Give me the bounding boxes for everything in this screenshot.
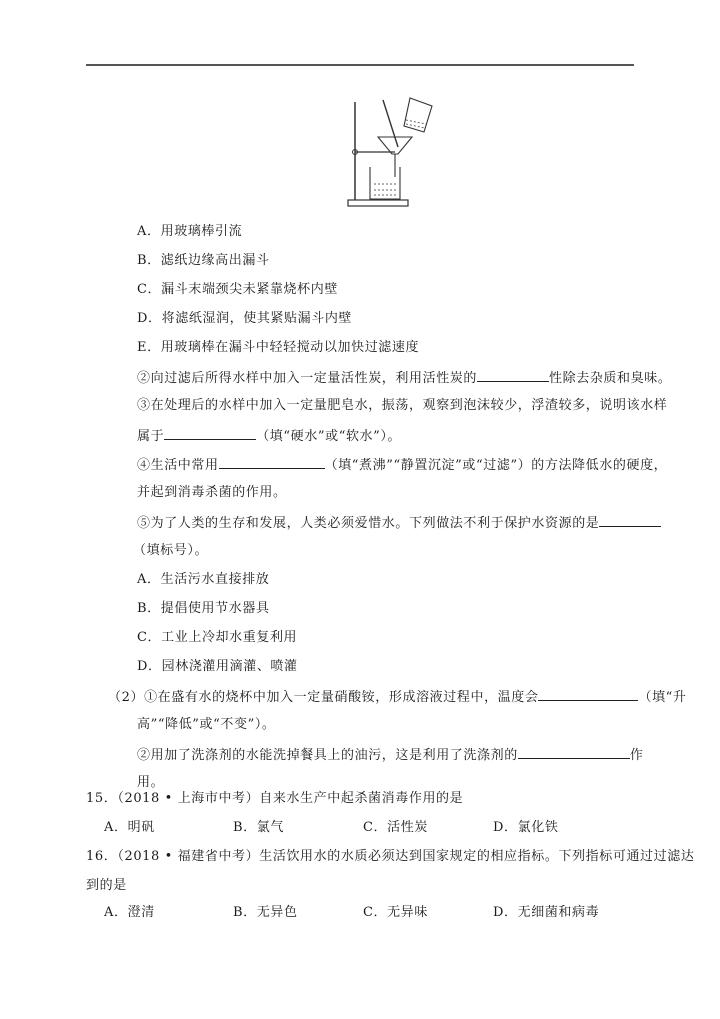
q16-option-b: B．无异色 — [233, 905, 298, 920]
question-15-stem: 15．（2018 • 上海市中考）自来水生产中起杀菌消毒作用的是 — [86, 791, 464, 806]
item-text: （填“煮沸”“静置沉淀”或“过滤”）的方法降低水的硬度， — [324, 458, 668, 473]
option-e: E．用玻璃棒在漏斗中轻轻搅动以加快过滤速度 — [137, 340, 420, 355]
question-part-2-item-1-cont: 高”“降低”或“不变”）。 — [137, 717, 276, 732]
item-text: ④生活中常用 — [137, 458, 219, 473]
question-part-2-item-2 — [137, 746, 643, 764]
question-item-3-cont — [137, 427, 401, 445]
option-d: D．将滤纸湿润，使其紧贴漏斗内壁 — [137, 311, 353, 326]
question-part-2-item-1 — [108, 688, 687, 706]
q16-option-a: A．澄清 — [104, 905, 155, 920]
item-text: ⑤为了人类的生存和发展，人类必须爱惜水。下列做法不利于保护水资源的是 — [137, 516, 600, 531]
option-d: D．园林浇灌用滴灌、喷灌 — [137, 659, 298, 674]
answer-blank[interactable] — [164, 427, 256, 440]
answer-blank[interactable] — [538, 688, 638, 701]
item-text: ②向过滤后所得水样中加入一定量活性炭，利用活性炭的 — [137, 371, 478, 386]
item-text: ②用加了洗涤剂的水能洗掉餐具上的油污，这是利用了洗涤剂的 — [137, 748, 518, 763]
q15-option-d: D．氯化铁 — [493, 820, 559, 835]
option-b: B．提倡使用节水器具 — [137, 601, 270, 616]
question-item-5-cont: （填标号）。 — [133, 543, 209, 558]
question-item-4 — [137, 456, 667, 474]
q15-option-b: B．氯气 — [233, 820, 284, 835]
question-16-stem-cont: 到的是 — [86, 878, 127, 893]
q16-option-d: D．无细菌和病毒 — [493, 905, 600, 920]
answer-blank[interactable] — [477, 369, 549, 382]
filtration-apparatus-icon — [340, 92, 440, 212]
item-text: （填“硬水”或“软水”）。 — [256, 429, 402, 444]
item-text: 性除去杂质和臭味。 — [549, 371, 672, 386]
question-item-3: ③在处理后的水样中加入一定量肥皂水，振荡，观察到泡沫较少，浮渣较多，说明该水样 — [137, 398, 668, 413]
option-c: C．漏斗末端颈尖未紧靠烧杯内壁 — [137, 282, 338, 297]
answer-blank[interactable] — [518, 746, 630, 759]
question-item-5 — [137, 514, 661, 532]
item-text: 属于 — [137, 429, 165, 444]
question-part-2-item-2-cont: 用。 — [137, 775, 165, 790]
q15-option-c: C．活性炭 — [363, 820, 428, 835]
q16-option-c: C．无异味 — [363, 905, 428, 920]
question-item-2 — [137, 369, 671, 387]
option-b: B．滤纸边缘高出漏斗 — [137, 253, 270, 268]
option-a: A．生活污水直接排放 — [137, 572, 270, 587]
question-16-stem: 16．（2018 • 福建省中考）生活饮用水的水质必须达到国家规定的相应指标。下列指标可通过过滤达 — [86, 849, 695, 864]
answer-blank[interactable] — [219, 456, 325, 469]
question-item-4-cont: 并起到消毒杀菌的作用。 — [137, 485, 287, 500]
header-rule — [86, 64, 634, 66]
item-text: （2）①在盛有水的烧杯中加入一定量硝酸铵，形成溶液过程中，温度会 — [108, 690, 539, 705]
item-text: （填“升 — [638, 690, 687, 705]
answer-blank[interactable] — [599, 514, 661, 527]
q15-option-a: A．明矾 — [104, 820, 155, 835]
option-c: C．工业上冷却水重复利用 — [137, 630, 298, 645]
item-text: 作 — [629, 748, 644, 763]
option-a: A．用玻璃棒引流 — [137, 224, 243, 239]
